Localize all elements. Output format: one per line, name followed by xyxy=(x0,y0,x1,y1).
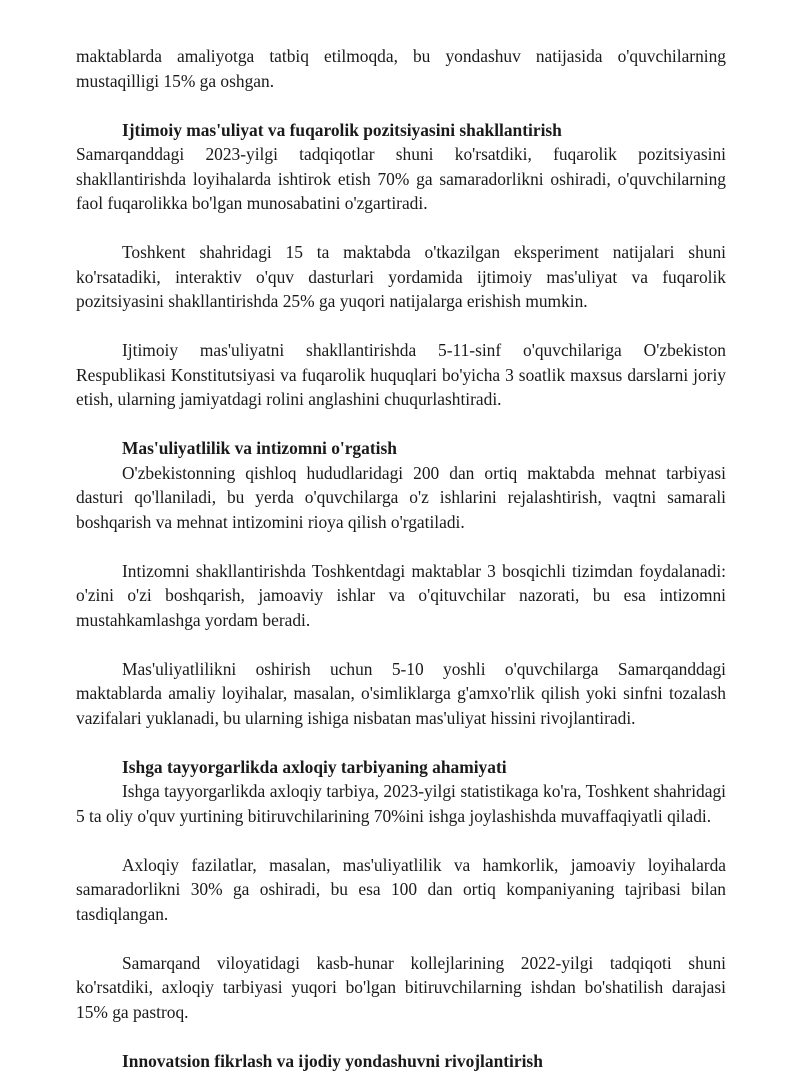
paragraph-tashkent-experiment: Toshkent shahridagi 15 ta maktabda o'tkazilgan eksperiment natijalari shuni ko'rsatadiki, interaktiv o'quv dasturlari yordamida ijtimoiy mas'uliyat va fuqarolik pozitsiyasini shakllantirishda 25% ga yuqori natijalarga erishish mumkin. xyxy=(76,240,726,314)
paragraph-constitution-lessons: Ijtimoiy mas'uliyatni shakllantirishda 5-11-sinf o'quvchilariga O'zbekiston Respublikasi Konstitutsiyasi va fuqarolik huquqlari bo'yicha 3 soatlik maxsus darslarni joriy etish, ularning jamiyatdagi rolini anglashini chuqurlashtiradi. xyxy=(76,338,726,412)
section-heading-social-responsibility: Ijtimoiy mas'uliyat va fuqarolik pozitsiyasini shakllantirish xyxy=(76,118,726,143)
section-heading-moral-education: Ishga tayyorgarlikda axloqiy tarbiyaning ahamiyati xyxy=(76,755,726,780)
paragraph-samarkand-study: Samarqanddagi 2023-yilgi tadqiqotlar shuni ko'rsatdiki, fuqarolik pozitsiyasini shakllantirishda loyihalarda ishtirok etish 70% ga samaradorlikni oshiradi, o'quvchilarning faol fuqarolikka bo'lgan munosabatini o'zgartiradi. xyxy=(76,142,726,216)
section-heading-discipline: Mas'uliyatlilik va intizomni o'rgatish xyxy=(76,436,726,461)
document-page xyxy=(76,44,726,1073)
paragraph-three-stage-system: Intizomni shakllantirishda Toshkentdagi maktablar 3 bosqichli tizimdan foydalanadi: o'zini o'zi boshqarish, jamoaviy ishlar va o'qituvchilar nazorati, bu esa intizomni mustahkamlashga yordam beradi. xyxy=(76,559,726,633)
paragraph-intro: maktablarda amaliyotga tatbiq etilmoqda, bu yondashuv natijasida o'quvchilarning mustaqilligi 15% ga oshgan. xyxy=(76,44,726,93)
paragraph-rural-schools: O'zbekistonning qishloq hududlaridagi 200 dan ortiq maktabda mehnat tarbiyasi dasturi qo'llaniladi, bu yerda o'quvchilarga o'z ishlarini rejalashtirish, vaqtni samarali boshqarish va mehnat intizomini rioya qilish o'rgatiladi. xyxy=(76,461,726,535)
section-heading-innovation: Innovatsion fikrlash va ijodiy yondashuvni rivojlantirish xyxy=(76,1049,726,1073)
paragraph-moral-qualities: Axloqiy fazilatlar, masalan, mas'uliyatlilik va hamkorlik, jamoaviy loyihalarda samaradorlikni 30% ga oshiradi, bu esa 100 dan ortiq kompaniyaning tajribasi bilan tasdiqlangan. xyxy=(76,853,726,927)
paragraph-responsibility-projects: Mas'uliyatlilikni oshirish uchun 5-10 yoshli o'quvchilarga Samarqanddagi maktablarda amaliy loyihalar, masalan, o'simliklarga g'amxo'rlik qilish yoki sinfni tozalash vazifalari yuklanadi, bu ularning ishiga nisbatan mas'uliyat hissini rivojlantiradi. xyxy=(76,657,726,731)
paragraph-college-study: Samarqand viloyatidagi kasb-hunar kollejlarining 2022-yilgi tadqiqoti shuni ko'rsatdiki, axloqiy tarbiyasi yuqori bo'lgan bitiruvchilarning ishdan bo'shatilish darajasi 15% ga pastroq. xyxy=(76,951,726,1025)
paragraph-graduates-employment: Ishga tayyorgarlikda axloqiy tarbiya, 2023-yilgi statistikaga ko'ra, Toshkent shahridagi 5 ta oliy o'quv yurtining bitiruvchilarining 70%ini ishga joylashishda muvaffaqiyatli qiladi. xyxy=(76,779,726,828)
